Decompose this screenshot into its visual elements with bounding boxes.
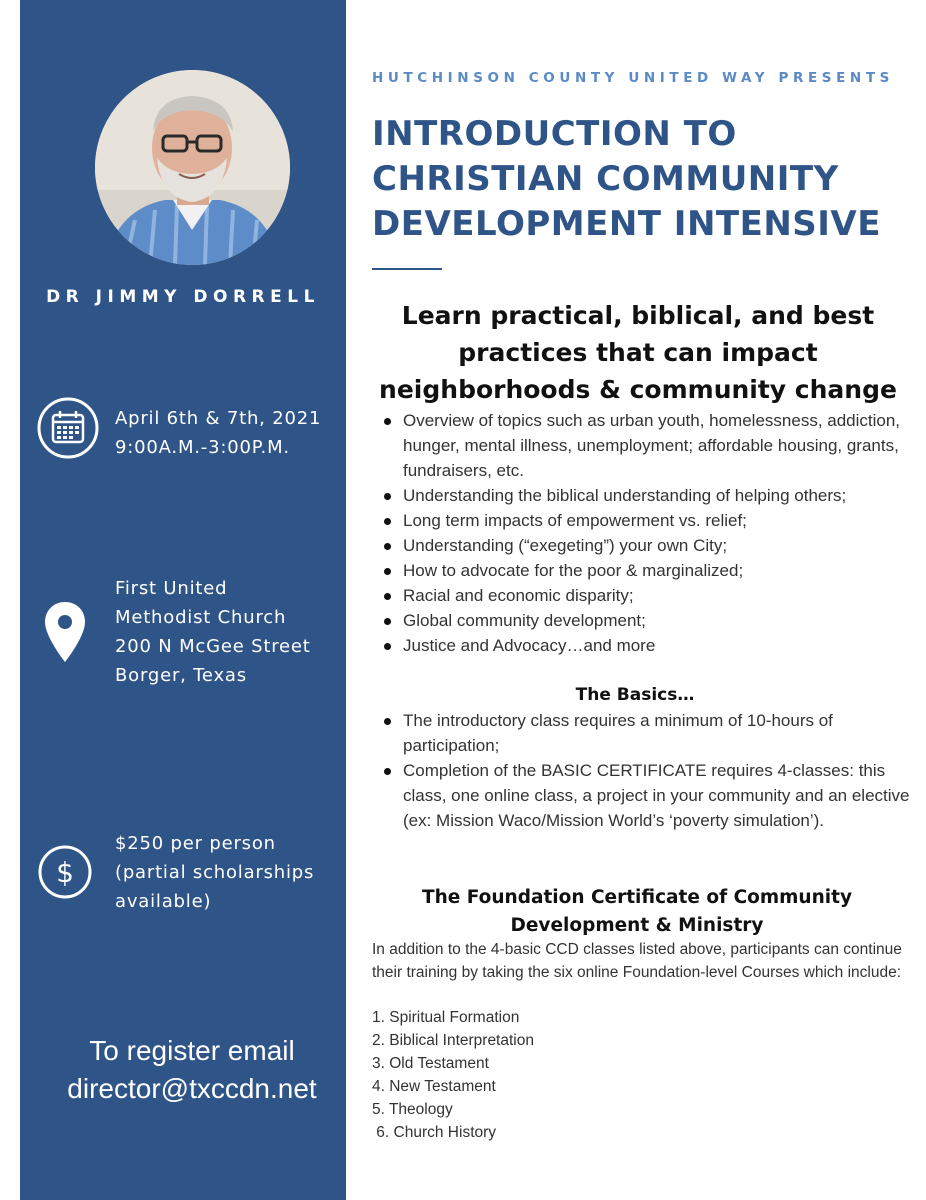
event-title	[372, 112, 912, 247]
list-item: Overview of topics such as urban youth, homelessness, addiction, hunger, mental illness, unemployment; affordable housing, grants, fundraisers, etc.	[381, 408, 911, 483]
tagline	[360, 297, 916, 408]
event-date-time	[115, 404, 321, 462]
speaker-name: DR JIMMY DORRELL	[46, 287, 320, 307]
presenter-line: HUTCHINSON COUNTY UNITED WAY PRESENTS	[372, 70, 894, 86]
price-line: $250 per person	[115, 833, 276, 854]
list-item: Global community development;	[381, 608, 911, 633]
location-line: 200 N McGee Street	[115, 636, 311, 657]
list-item: Racial and economic disparity;	[381, 583, 911, 608]
title-divider	[372, 268, 442, 270]
basics-list	[381, 708, 911, 833]
list-item: 1. Spiritual Formation	[372, 1009, 520, 1026]
event-price	[115, 829, 314, 916]
dollar-icon	[37, 844, 93, 904]
event-location	[115, 574, 311, 690]
speaker-photo	[95, 70, 290, 265]
tagline-line: neighborhoods & community change	[379, 375, 897, 404]
location-line: Borger, Texas	[115, 665, 247, 686]
list-item: 5. Theology	[372, 1101, 453, 1118]
price-line: available)	[115, 891, 212, 912]
map-pin-icon	[43, 600, 87, 668]
topics-list	[381, 408, 911, 658]
list-item: Completion of the BASIC CERTIFICATE requires 4-classes: this class, one online class, a project in your community and an elective (ex: Mission Waco/Mission World’s ‘poverty simulation’).	[381, 758, 911, 833]
register-info	[20, 1032, 364, 1108]
list-item: 3. Old Testament	[372, 1055, 489, 1072]
tagline-line: Learn practical, biblical, and best	[401, 301, 875, 330]
list-item: The introductory class requires a minimum of 10-hours of participation;	[381, 708, 911, 758]
list-item: Long term impacts of empowerment vs. relief;	[381, 508, 911, 533]
list-item: 4. New Testament	[372, 1078, 496, 1095]
courses-list	[372, 1006, 534, 1144]
register-email[interactable]: director@txccdn.net	[67, 1073, 317, 1104]
foundation-intro: In addition to the 4-basic CCD classes listed above, participants can continue their training by taking the six online Foundation-level Courses which include:	[372, 941, 902, 981]
foundation-heading-line: The Foundation Certificate of Community	[422, 887, 852, 908]
price-line: (partial scholarships	[115, 862, 315, 883]
location-line: First United	[115, 578, 228, 599]
title-line: DEVELOPMENT INTENSIVE	[372, 204, 881, 244]
event-time: 9:00A.M.-3:00P.M.	[115, 437, 290, 458]
register-label: To register email	[89, 1035, 295, 1066]
list-item: How to advocate for the poor & marginalized;	[381, 558, 911, 583]
tagline-line: practices that can impact	[458, 338, 818, 367]
event-date: April 6th & 7th, 2021	[115, 408, 322, 429]
list-item: 2. Biblical Interpretation	[372, 1032, 534, 1049]
list-item: 6. Church History	[372, 1124, 497, 1141]
list-item: Justice and Advocacy…and more	[381, 633, 911, 658]
list-item: Understanding the biblical understanding of helping others;	[381, 483, 911, 508]
basics-heading: The Basics…	[575, 685, 695, 705]
calendar-icon	[36, 396, 100, 464]
foundation-heading	[372, 884, 902, 940]
title-line: INTRODUCTION TO	[372, 114, 737, 154]
list-item: Understanding (“exegeting”) your own City;	[381, 533, 911, 558]
svg-text:$: $	[56, 856, 74, 889]
title-line: CHRISTIAN COMMUNITY	[372, 159, 839, 199]
foundation-heading-line: Development & Ministry	[510, 915, 764, 936]
location-line: Methodist Church	[115, 607, 287, 628]
